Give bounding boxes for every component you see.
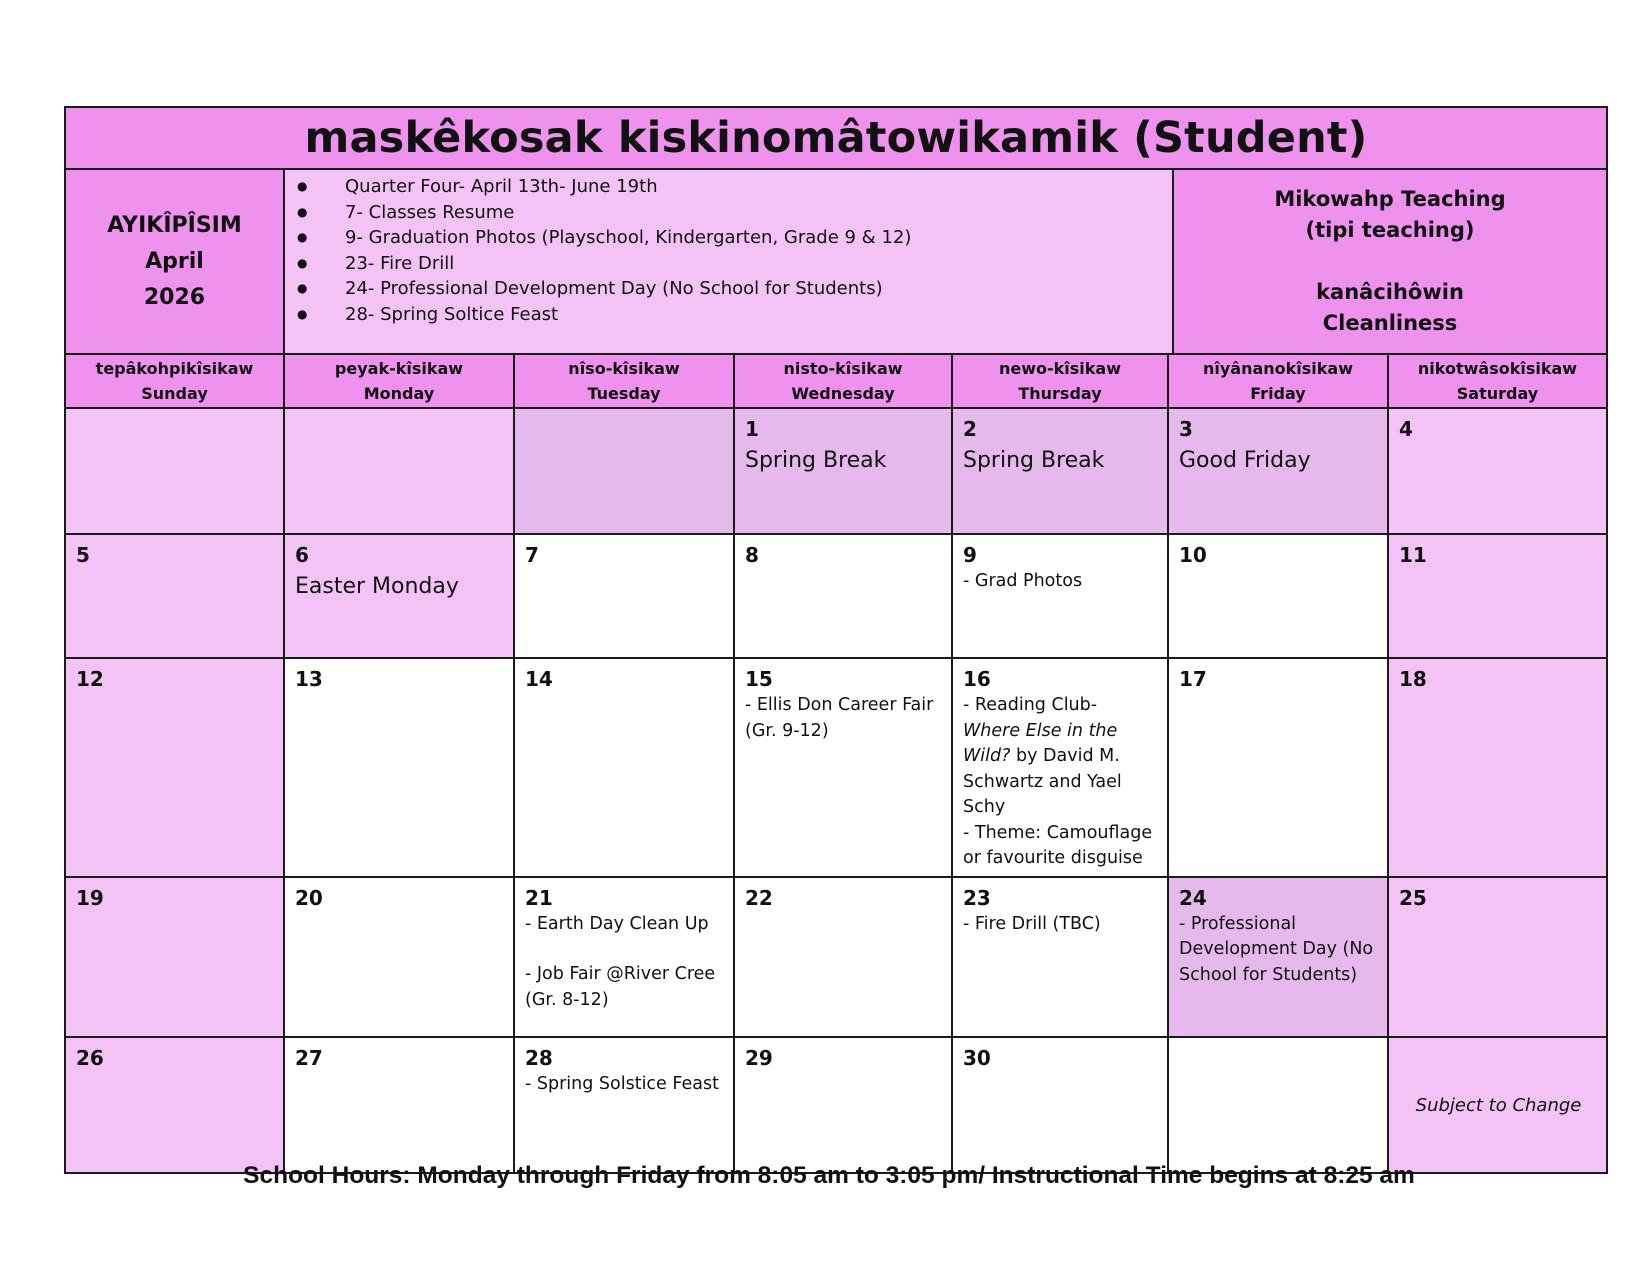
- day-number: 17: [1179, 667, 1207, 691]
- day-number: 8: [745, 543, 759, 567]
- day-number: 18: [1399, 667, 1427, 691]
- note-item: ● 24- Professional Development Day (No School for Students): [345, 276, 1172, 302]
- day-number: 12: [76, 667, 104, 691]
- day-cell-26: [65, 1037, 284, 1173]
- weekday-friday: nîyânanokîsikaw Friday: [1168, 354, 1388, 408]
- weekday-monday: peyak-kîsikaw Monday: [284, 354, 514, 408]
- day-cell-empty: [1168, 1037, 1388, 1173]
- day-cell-15: [734, 658, 952, 877]
- event-text: - Job Fair @River Cree (Gr. 8-12): [525, 964, 716, 1010]
- month-english: April: [145, 248, 204, 274]
- day-cell-24: [1168, 877, 1388, 1037]
- month-year: 2026: [143, 284, 206, 310]
- weekday-tuesday: nîso-kîsikaw Tuesday: [514, 354, 734, 408]
- note-item: ● Quarter Four- April 13th- June 19th: [345, 174, 1172, 200]
- holiday-label: Spring Break: [963, 448, 1105, 473]
- day-number: 26: [76, 1045, 104, 1070]
- holiday-label: Good Friday: [1179, 448, 1311, 473]
- day-cell-22: [734, 877, 952, 1037]
- teaching-subtitle: (tipi teaching): [1305, 218, 1475, 242]
- day-number: 7: [525, 543, 539, 567]
- school-hours-footer: School Hours: Monday through Friday from 8:05 am to 3:05 pm/ Instructional Time begins at 8:25 am: [243, 1162, 1415, 1189]
- note-item: ● 7- Classes Resume: [345, 200, 1172, 226]
- day-cell-25: [1388, 877, 1607, 1037]
- day-cell-13: [284, 658, 514, 877]
- day-cell-5: [65, 534, 284, 658]
- holiday-label: Easter Monday: [295, 574, 459, 599]
- weekday-header-row: [65, 354, 1607, 408]
- day-number: 1: [745, 417, 759, 441]
- day-number: 16: [963, 667, 991, 691]
- day-cell-3: [1168, 408, 1388, 534]
- notes-block: [284, 169, 1173, 354]
- teaching-title: Mikowahp Teaching: [1274, 187, 1506, 211]
- day-cell-empty: [514, 408, 734, 534]
- day-number: 22: [745, 885, 773, 910]
- event-text: - Earth Day Clean Up: [525, 913, 709, 934]
- day-cell-30: [952, 1037, 1168, 1173]
- teaching-cree: kanâcihôwin: [1316, 280, 1464, 304]
- day-number: 28: [525, 1045, 553, 1070]
- event-text: - Professional Development Day (No School for Students): [1179, 913, 1374, 985]
- day-number: 20: [295, 885, 323, 910]
- day-number: 19: [76, 885, 104, 910]
- note-item: ● 9- Graduation Photos (Playschool, Kindergarten, Grade 9 & 12): [345, 225, 1172, 251]
- day-cell-empty: [284, 408, 514, 534]
- day-cell-23: [952, 877, 1168, 1037]
- day-number: 3: [1179, 417, 1193, 441]
- day-cell-10: [1168, 534, 1388, 658]
- week-row: [65, 877, 1607, 1037]
- day-number: 30: [963, 1045, 991, 1070]
- day-cell-21: [514, 877, 734, 1037]
- day-number: 21: [525, 885, 553, 910]
- day-number: 11: [1399, 543, 1427, 567]
- day-cell-16: [952, 658, 1168, 877]
- day-number: 14: [525, 667, 553, 691]
- weekday-saturday: nikotwâsokîsikaw Saturday: [1388, 354, 1607, 408]
- day-number: 2: [963, 417, 977, 441]
- day-number: 10: [1179, 543, 1207, 567]
- teaching-block: [1173, 169, 1607, 354]
- day-cell-empty: [65, 408, 284, 534]
- day-cell-29: [734, 1037, 952, 1173]
- event-text: - Spring Solstice Feast: [525, 1073, 719, 1094]
- day-number: 4: [1399, 417, 1413, 441]
- day-cell-28: [514, 1037, 734, 1173]
- event-text: - Ellis Don Career Fair (Gr. 9-12): [745, 695, 934, 741]
- day-cell-27: [284, 1037, 514, 1173]
- day-cell-8: [734, 534, 952, 658]
- weekday-sunday: tepâkohpikîsikaw Sunday: [65, 354, 284, 408]
- day-number: 9: [963, 543, 977, 567]
- note-item: ● 28- Spring Soltice Feast: [345, 302, 1172, 328]
- day-number: 23: [963, 885, 991, 910]
- day-cell-1: [734, 408, 952, 534]
- day-cell-18: [1388, 658, 1607, 877]
- notes-list: [285, 174, 1172, 327]
- day-cell-2: [952, 408, 1168, 534]
- day-number: 25: [1399, 885, 1427, 910]
- day-cell-19: [65, 877, 284, 1037]
- day-cell-17: [1168, 658, 1388, 877]
- holiday-label: Spring Break: [745, 448, 887, 473]
- calendar-title: maskêkosak kiskinomâtowikamik (Student): [65, 107, 1607, 169]
- week-row: [65, 1037, 1607, 1173]
- teaching-english: Cleanliness: [1322, 311, 1458, 335]
- day-cell-14: [514, 658, 734, 877]
- day-cell-7: [514, 534, 734, 658]
- day-number: 29: [745, 1045, 773, 1070]
- day-cell-6: [284, 534, 514, 658]
- week-row: [65, 658, 1607, 877]
- event-prefix: - Reading Club-: [963, 695, 1098, 715]
- month-block: [65, 169, 284, 354]
- day-cell-11: [1388, 534, 1607, 658]
- book-title: Where Else in the Wild?: [963, 720, 1118, 766]
- day-cell-9: [952, 534, 1168, 658]
- weekday-thursday: newo-kîsikaw Thursday: [952, 354, 1168, 408]
- day-number: 5: [76, 543, 90, 567]
- week-row: [65, 534, 1607, 658]
- day-number: 13: [295, 667, 323, 691]
- event-text: - Fire Drill (TBC): [963, 913, 1101, 934]
- day-number: 24: [1179, 885, 1207, 910]
- day-cell-4: [1388, 408, 1607, 534]
- subject-to-change-note: Subject to Change: [1388, 1037, 1607, 1173]
- month-cree: AYIKÎPÎSIM: [107, 212, 242, 238]
- day-number: 15: [745, 667, 773, 691]
- weekday-wednesday: nisto-kîsikaw Wednesday: [734, 354, 952, 408]
- note-item: ● 23- Fire Drill: [345, 251, 1172, 277]
- day-cell-20: [284, 877, 514, 1037]
- event-text: - Theme: Camouflage or favourite disguise: [963, 822, 1153, 868]
- calendar-table: [64, 106, 1608, 1174]
- day-number: 27: [295, 1045, 323, 1070]
- event-suffix: by David M. Schwartz and Yael Schy: [963, 746, 1122, 817]
- day-number: 6: [295, 543, 309, 567]
- event-text: [963, 693, 1159, 821]
- day-cell-12: [65, 658, 284, 877]
- week-row: [65, 408, 1607, 534]
- event-text: - Grad Photos: [963, 571, 1083, 591]
